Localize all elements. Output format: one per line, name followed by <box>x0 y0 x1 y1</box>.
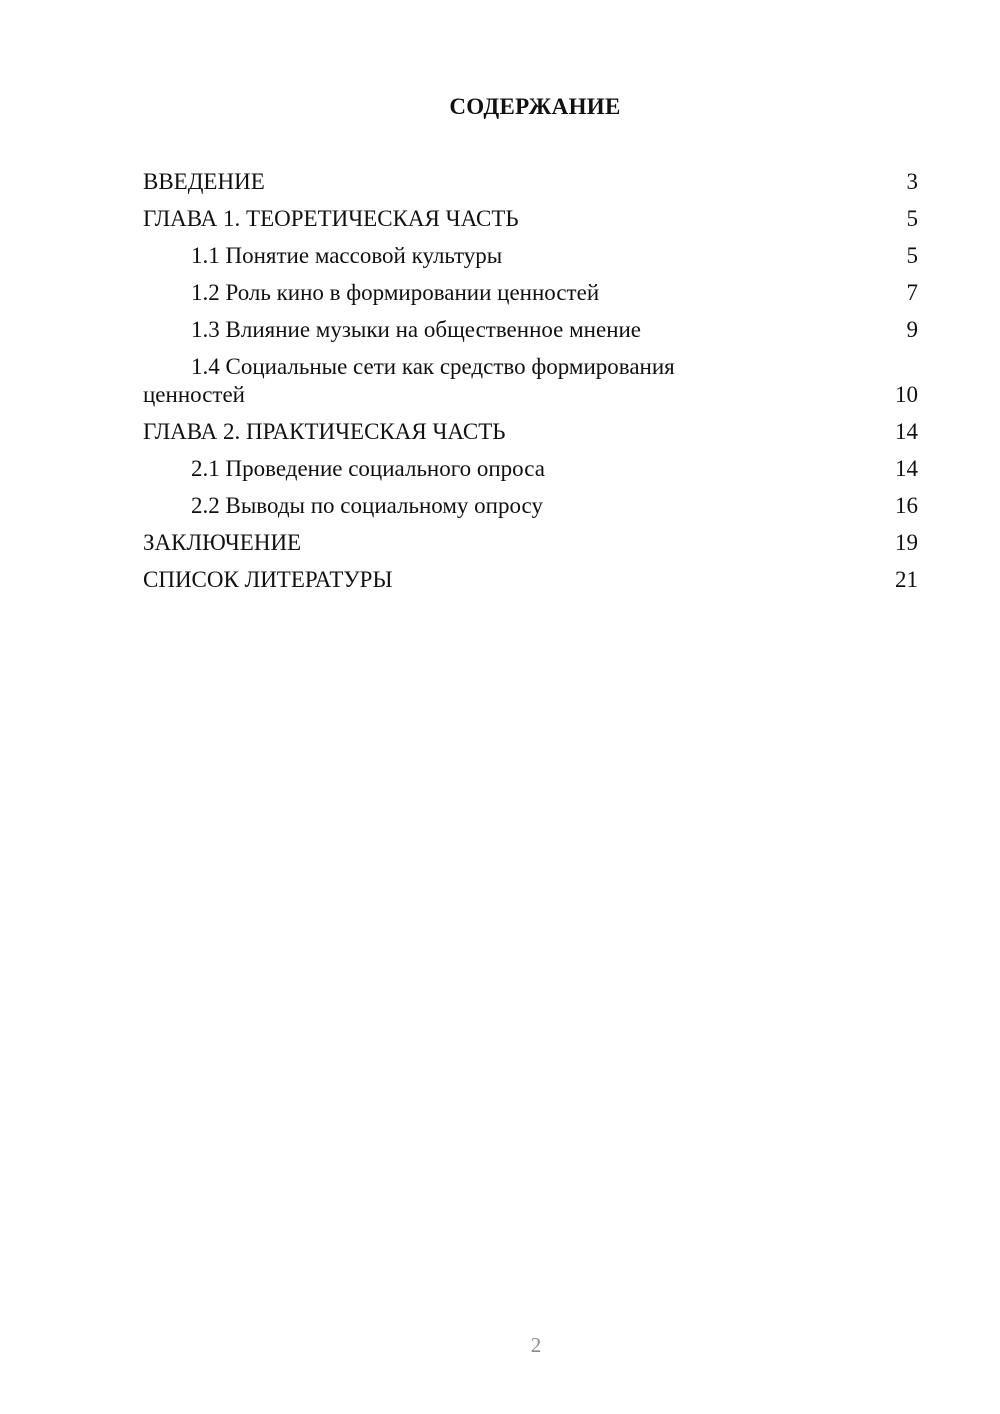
toc-entry-label: 2.2 Выводы по социальному опросу <box>191 493 543 518</box>
toc-entry-page: 16 <box>895 493 918 518</box>
toc-entry-page: 3 <box>906 169 918 194</box>
toc-entry-references[interactable] <box>143 566 918 594</box>
page-title: СОДЕРЖАНИЕ <box>449 94 621 119</box>
toc-entry-label: ВВЕДЕНИЕ <box>143 169 265 194</box>
toc-entry-section-1-1[interactable] <box>143 242 918 270</box>
toc-entry-chapter-1[interactable] <box>143 205 918 233</box>
toc-entry-section-2-2[interactable] <box>143 492 918 520</box>
toc-entry-label-line-1: 1.4 Социальные сети как средство формирования <box>191 354 675 379</box>
toc-entry-label: ГЛАВА 1. ТЕОРЕТИЧЕСКАЯ ЧАСТЬ <box>143 206 519 231</box>
toc-entry-page: 5 <box>906 243 918 268</box>
page-number: 2 <box>530 1333 542 1357</box>
toc-entry-conclusion[interactable] <box>143 529 918 557</box>
toc-entry-page: 14 <box>895 419 918 444</box>
toc-entry-section-2-1[interactable] <box>143 455 918 483</box>
toc-entry-section-1-2[interactable] <box>143 279 918 307</box>
toc-entry-section-1-3[interactable] <box>143 316 918 344</box>
toc-entry-label: 1.2 Роль кино в формировании ценностей <box>191 280 600 305</box>
toc-entry-label: 1.1 Понятие массовой культуры <box>191 243 503 268</box>
toc-entry-label-line-2: ценностей <box>143 382 245 407</box>
toc-entry-label: СПИСОК ЛИТЕРАТУРЫ <box>143 567 393 592</box>
toc-entry-label: 1.3 Влияние музыки на общественное мнение <box>191 317 642 342</box>
toc-entry-page: 9 <box>906 317 918 342</box>
toc-entry-label <box>143 353 763 409</box>
toc-entry-chapter-2[interactable] <box>143 418 918 446</box>
toc-entry-page: 19 <box>895 530 918 555</box>
toc-entry-page: 7 <box>906 280 918 305</box>
toc-entry-label: ГЛАВА 2. ПРАКТИЧЕСКАЯ ЧАСТЬ <box>143 419 506 444</box>
toc-entry-label: 2.1 Проведение социального опроса <box>191 456 545 481</box>
toc-entry-page: 5 <box>906 206 918 231</box>
table-of-contents <box>143 168 918 603</box>
toc-entry-label: ЗАКЛЮЧЕНИЕ <box>143 530 302 555</box>
toc-entry-page: 10 <box>895 382 918 407</box>
toc-entry-section-1-4[interactable] <box>143 353 918 409</box>
toc-entry-introduction[interactable] <box>143 168 918 196</box>
toc-entry-page: 21 <box>895 567 918 592</box>
toc-entry-page: 14 <box>895 456 918 481</box>
